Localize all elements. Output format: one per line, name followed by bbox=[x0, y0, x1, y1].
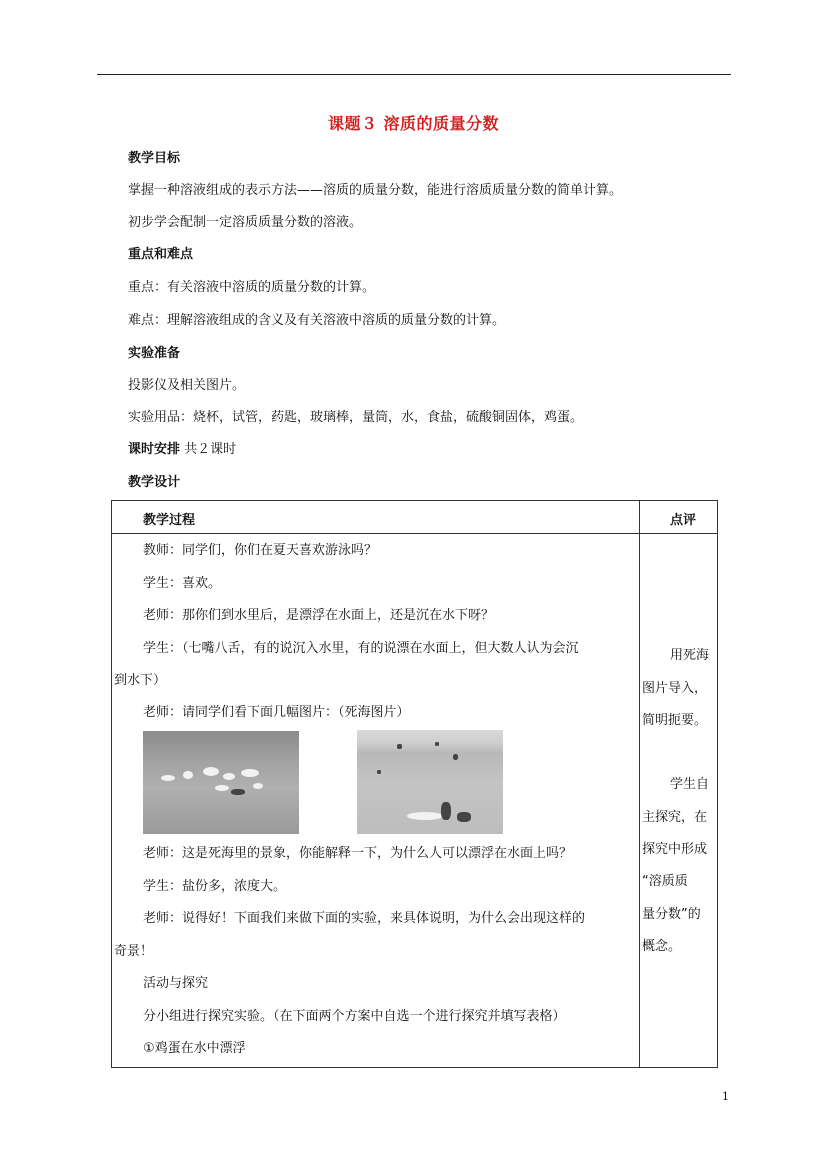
prep-item-2: 实验用品：烧杯，试管，药匙，玻璃棒，量筒，水，食盐，硫酸铜固体，鸡蛋。 bbox=[128, 410, 584, 425]
objectives-heading: 教学目标 bbox=[128, 151, 181, 166]
objective-2: 初步学会配制一定溶质质量分数的溶液。 bbox=[128, 215, 363, 230]
teaching-design-table bbox=[111, 500, 718, 1068]
activity-heading: 活动与探究 bbox=[143, 976, 209, 991]
header-comment-label: 点评 bbox=[670, 513, 697, 528]
comment-line: 用死海 bbox=[670, 648, 710, 663]
dialog-line: 老师：说得好！下面我们来做下面的实验，来具体说明，为什么会出现这样的 bbox=[143, 911, 586, 926]
design-heading: 教学设计 bbox=[128, 475, 181, 490]
schedule-line bbox=[128, 441, 236, 459]
dialog-line: 学生：（七嘴八舌，有的说沉入水里，有的说漂在水面上，但大数人认为会沉 bbox=[143, 641, 579, 656]
dialog-line: 老师：请同学们看下面几幅图片：（死海图片） bbox=[143, 705, 410, 720]
experiment-item: ①鸡蛋在水中漂浮 bbox=[143, 1041, 246, 1056]
dialog-line: 老师：那你们到水里后，是漂浮在水面上，还是沉在水下呀？ bbox=[143, 608, 495, 623]
comment-line: 量分数”的 bbox=[642, 907, 701, 922]
table-header-comment bbox=[640, 501, 718, 534]
keypoint-text: 重点：有关溶液中溶质的质量分数的计算。 bbox=[128, 280, 376, 295]
dead-sea-photo-2 bbox=[357, 730, 503, 834]
comment-line: 学生自 bbox=[670, 777, 710, 792]
objective-1: 掌握一种溶液组成的表示方法——溶质的质量分数，能进行溶质质量分数的简单计算。 bbox=[128, 183, 623, 198]
dialog-line: 到水下） bbox=[114, 673, 167, 688]
process-cell bbox=[112, 534, 640, 1068]
header-process-label: 教学过程 bbox=[143, 513, 196, 528]
dialog-line: 老师：这是死海里的景象，你能解释一下，为什么人可以漂浮在水面上吗？ bbox=[143, 846, 573, 861]
dialog-line: 学生：盐份多，浓度大。 bbox=[143, 879, 287, 894]
dialog-line: 奇景！ bbox=[114, 944, 154, 959]
schedule-value: 共２课时 bbox=[184, 442, 237, 457]
schedule-heading: 课时安排 bbox=[128, 442, 181, 457]
dialog-line: 学生：喜欢。 bbox=[143, 576, 222, 591]
dead-sea-photo-1 bbox=[143, 731, 299, 834]
comment-line: 探究中形成 bbox=[642, 842, 708, 857]
comment-line: 主探究，在 bbox=[642, 810, 708, 825]
page-number: 1 bbox=[722, 1090, 729, 1103]
comment-line: 概念。 bbox=[642, 939, 682, 954]
comment-cell bbox=[640, 534, 718, 1068]
comment-line: 简明扼要。 bbox=[642, 713, 708, 728]
prep-item-1: 投影仪及相关图片。 bbox=[128, 378, 246, 393]
comment-line: 图片导入， bbox=[642, 681, 708, 696]
page-title: 课题３ 溶质的质量分数 bbox=[327, 114, 500, 133]
dialog-line: 教师：同学们，你们在夏天喜欢游泳吗？ bbox=[143, 543, 378, 558]
comment-line: “溶质质 bbox=[642, 874, 688, 889]
keypoints-heading: 重点和难点 bbox=[128, 247, 194, 262]
dialog-line: 分小组进行探究实验。（在下面两个方案中自选一个进行探究并填写表格） bbox=[143, 1009, 566, 1024]
table-header-process bbox=[112, 501, 640, 534]
header-rule bbox=[97, 74, 731, 75]
prep-heading: 实验准备 bbox=[128, 346, 181, 361]
difficulty-text: 难点：理解溶液组成的含义及有关溶液中溶质的质量分数的计算。 bbox=[128, 313, 506, 328]
